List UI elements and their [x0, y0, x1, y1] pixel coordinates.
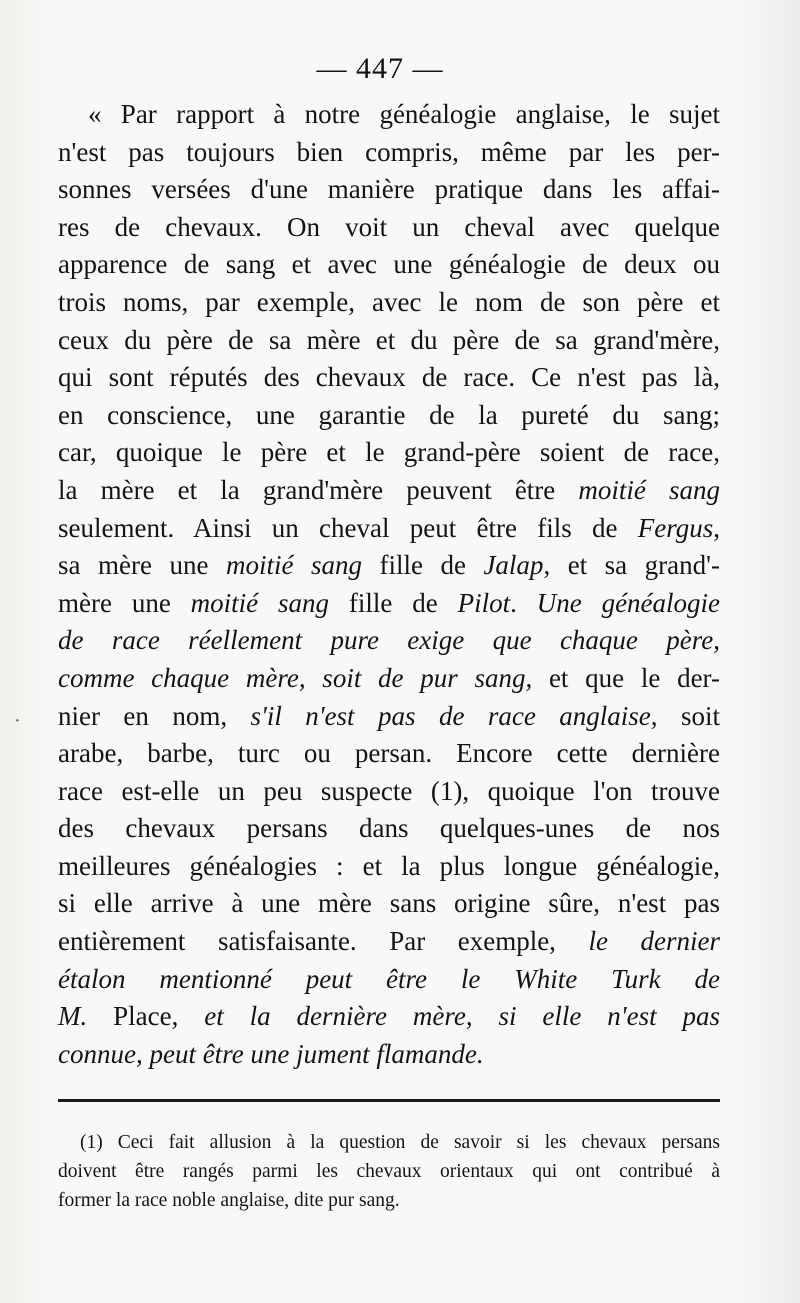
- footnote: [58, 1128, 720, 1215]
- italic-segment: et la dernière mère, si elle n'est pas: [204, 1001, 720, 1032]
- text-line: [58, 660, 720, 698]
- text-segment: fille de: [329, 587, 458, 618]
- text-line: [58, 209, 720, 247]
- text-line: [58, 171, 720, 209]
- text-line: [58, 434, 720, 472]
- text-line: [58, 773, 720, 811]
- text-segment: mère une: [58, 587, 191, 618]
- text-line: [58, 622, 720, 660]
- text-line: [58, 284, 720, 322]
- text-segment: meilleures généalogies : et la plus longue généalogie,: [58, 850, 720, 881]
- footnote-line: former la race noble anglaise, dite pur sang.: [58, 1190, 400, 1211]
- text-segment: , et sa grand'-: [543, 550, 721, 581]
- italic-segment: le dernier: [588, 926, 720, 957]
- text-segment: , soit: [650, 700, 721, 731]
- text-line: [58, 96, 720, 134]
- main-paragraph: [58, 96, 720, 1073]
- page-number: — 447 —: [316, 52, 444, 85]
- text-segment: race est-elle un peu suspecte (1), quoique l'on trouve: [58, 775, 720, 806]
- text-segment: fille de: [361, 550, 484, 581]
- footnote-line: doivent être rangés parmi les chevaux orientaux qui ont contribué à: [58, 1161, 720, 1182]
- text-segment: res de chevaux. On voit un cheval avec quelque: [58, 211, 720, 242]
- italic-segment: Une généalogie: [536, 587, 721, 618]
- text-line: [58, 885, 720, 923]
- italic-segment: comme chaque mère, soit de pur sang,: [58, 662, 533, 693]
- italic-segment: moitié sang: [190, 587, 330, 618]
- text-segment: si elle arrive à une mère sans origine sûre, n'est pas: [58, 888, 720, 919]
- text-line: [58, 134, 720, 172]
- text-line: [58, 246, 720, 284]
- margin-mark: ·: [14, 710, 21, 732]
- italic-segment: Jalap: [483, 550, 544, 581]
- text-segment: et que le der-: [532, 662, 720, 693]
- italic-segment: M.: [58, 1001, 88, 1032]
- footnote-rule: [58, 1099, 720, 1102]
- text-line: [58, 698, 720, 736]
- text-segment: « Par rapport à notre généalogie anglaise, le sujet: [88, 99, 720, 129]
- text-line: [58, 848, 720, 886]
- text-segment: .: [510, 587, 537, 618]
- text-line: [58, 322, 720, 360]
- text-segment: seulement. Ainsi un cheval peut être fils de: [58, 512, 638, 543]
- text-segment: arabe, barbe, turc ou persan. Encore cette dernière: [58, 738, 720, 769]
- text-segment: la mère et la grand'mère peuvent être: [58, 474, 579, 505]
- italic-segment: de race réellement pure exige que chaque père,: [58, 625, 720, 656]
- text-line: [58, 359, 720, 397]
- text-segment: Place,: [87, 1001, 205, 1032]
- text-segment: en conscience, une garantie de la pureté du sang;: [58, 399, 720, 430]
- text-line: [58, 998, 720, 1036]
- text-segment: sonnes versées d'une manière pratique dans les affai-: [58, 174, 720, 205]
- italic-segment: moitié sang: [578, 474, 720, 505]
- text-segment: entièrement satisfaisante. Par exemple,: [58, 926, 589, 957]
- text-segment: nier en nom,: [58, 700, 251, 731]
- italic-segment: s'il n'est pas de race anglaise: [250, 700, 651, 731]
- text-line: [58, 472, 720, 510]
- footnote-line: (1) Ceci fait allusion à la question de savoir si les chevaux persans: [80, 1132, 720, 1153]
- text-line: [58, 735, 720, 773]
- text-segment: n'est pas toujours bien compris, même par les per-: [58, 136, 720, 167]
- text-segment: sa mère une: [58, 550, 226, 581]
- italic-segment: Pilot: [457, 587, 511, 618]
- text-line: [58, 547, 720, 585]
- italic-segment: Fergus: [637, 512, 714, 543]
- text-segment: qui sont réputés des chevaux de race. Ce n'est pas là,: [58, 362, 720, 393]
- text-line: [58, 397, 720, 435]
- text-segment: des chevaux persans dans quelques-unes de nos: [58, 813, 720, 844]
- text-line: [58, 961, 720, 999]
- text-line: [58, 923, 720, 961]
- text-line: [58, 810, 720, 848]
- italic-segment: étalon mentionné peut être le White Turk de: [58, 963, 720, 994]
- text-line: [58, 510, 720, 548]
- italic-segment: connue, peut être une jument flamande.: [58, 1038, 484, 1069]
- text-segment: ,: [713, 512, 720, 543]
- text-segment: apparence de sang et avec une généalogie de deux ou: [58, 249, 720, 280]
- text-line: [58, 1036, 720, 1074]
- text-segment: trois noms, par exemple, avec le nom de son père et: [58, 286, 720, 317]
- italic-segment: moitié sang: [225, 550, 362, 581]
- text-segment: car, quoique le père et le grand-père soient de race,: [58, 437, 720, 468]
- text-line: [58, 585, 720, 623]
- text-segment: ceux du père de sa mère et du père de sa grand'mère,: [58, 324, 720, 355]
